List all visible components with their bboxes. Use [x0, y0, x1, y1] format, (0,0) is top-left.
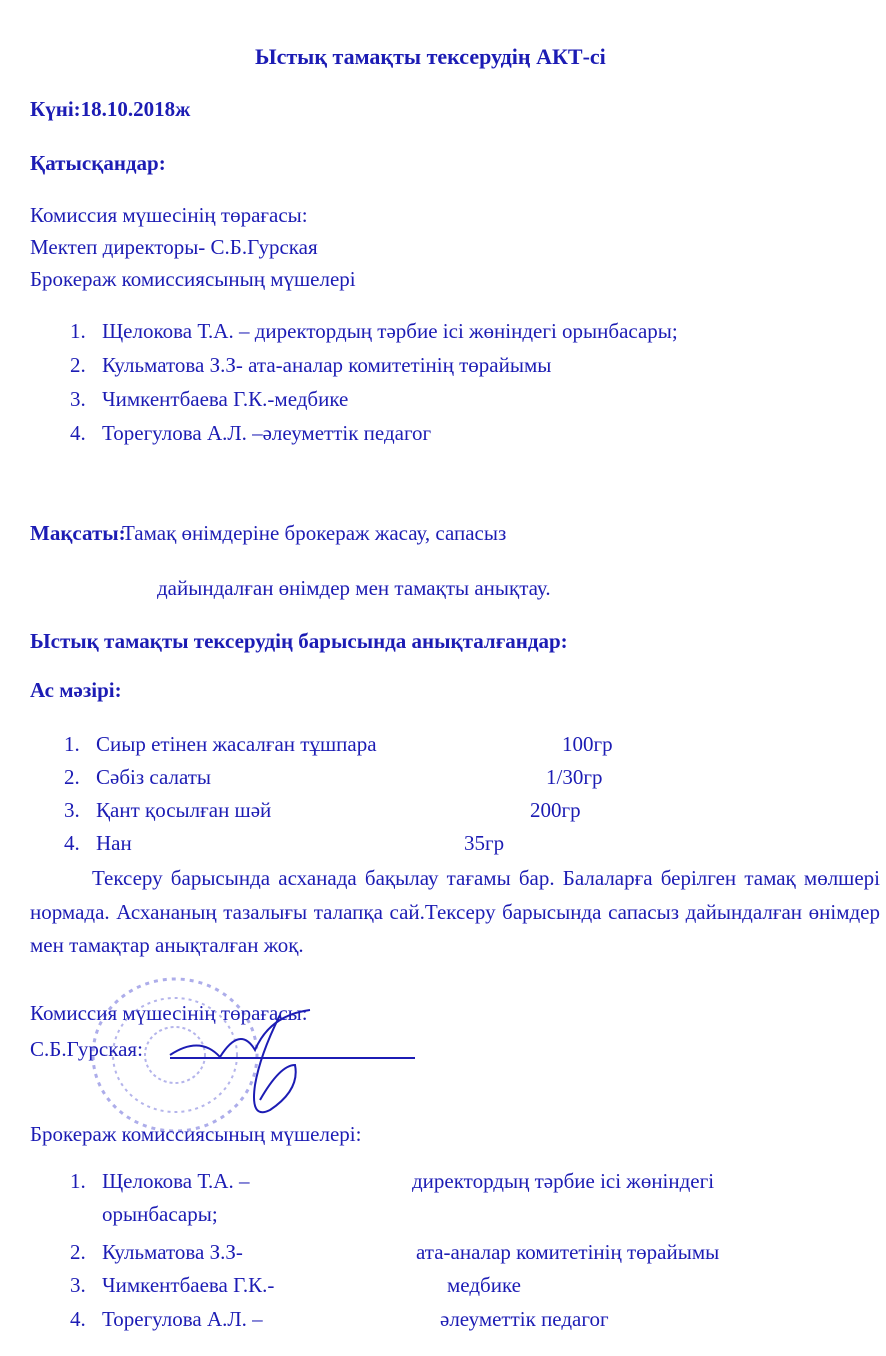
- date: Күні:18.10.2018ж: [30, 97, 191, 121]
- list-item: Кульматова З.З- ата-аналар комитетінің төрайымы: [102, 353, 552, 377]
- sign-chair-name: С.Б.Гурская:: [30, 1037, 143, 1061]
- list-number: 3.: [70, 387, 86, 411]
- purpose-line-1: Тамақ өнімдеріне брокераж жасау, сапасыз: [122, 521, 507, 545]
- list-number: 1.: [70, 319, 86, 343]
- members-label: Брокераж комиссиясының мүшелері: [30, 267, 356, 291]
- conclusion-paragraph: Тексеру барысында асханада бақылау тағамы бар. Балаларға берілген тамақ мөлшері нормада. Асхананың тазалығы талапқа сай.Тексеру барысында сапасыз дайындалған өнімдер мен тамақтар анықталған жоқ.: [30, 866, 880, 957]
- list-number: 3.: [70, 1273, 86, 1297]
- menu-amount: 200гр: [530, 798, 581, 822]
- menu-amount: 100гр: [562, 732, 613, 756]
- list-number: 4.: [64, 831, 80, 855]
- list-item: Торегулова А.Л. –әлеуметтік педагог: [102, 421, 432, 445]
- member-role: әлеуметтік педагог: [440, 1307, 609, 1331]
- menu-item: Сиыр етінен жасалған тұшпара: [96, 732, 377, 756]
- list-number: 2.: [64, 765, 80, 789]
- menu-amount: 35гр: [464, 831, 505, 855]
- chair-label: Комиссия мүшесінің төрағасы:: [30, 203, 308, 227]
- member-name: Торегулова А.Л. –: [102, 1307, 263, 1331]
- findings-heading: Ыстық тамақты тексерудің барысында анықталғандар:: [30, 629, 568, 653]
- list-number: 4.: [70, 421, 86, 445]
- list-number: 2.: [70, 1240, 86, 1264]
- member-role: директордың тәрбие ісі жөніндегі: [412, 1169, 715, 1193]
- list-number: 2.: [70, 353, 86, 377]
- menu-item: Қант қосылған шәй: [96, 798, 272, 822]
- sign-members-label: Брокераж комиссиясының мүшелері:: [30, 1122, 362, 1146]
- participants-heading: Қатысқандар:: [30, 151, 166, 175]
- signature: [160, 995, 330, 1125]
- list-number: 3.: [64, 798, 80, 822]
- document-title: Ыстық тамақты тексерудің АКТ-сі: [255, 44, 606, 69]
- member-role: ата-аналар комитетінің төрайымы: [416, 1240, 720, 1264]
- member-name: Кульматова З.З-: [102, 1240, 243, 1264]
- list-number: 4.: [70, 1307, 86, 1331]
- menu-item: Сәбіз салаты: [96, 765, 212, 789]
- menu-item: Нан: [96, 831, 132, 855]
- list-item: Щелокова Т.А. – директордың тәрбие ісі жөніндегі орынбасары;: [102, 319, 678, 343]
- member-role: медбике: [447, 1273, 521, 1297]
- purpose-line-2: дайындалған өнімдер мен тамақты анықтау.: [157, 576, 551, 600]
- list-item: Чимкентбаева Г.К.-медбике: [102, 387, 349, 411]
- menu-amount: 1/30гр: [546, 765, 603, 789]
- purpose-label: Мақсаты:: [30, 521, 126, 545]
- member-name: Чимкентбаева Г.К.-: [102, 1273, 275, 1297]
- menu-heading: Ас мәзірі:: [30, 678, 122, 702]
- member-role-continued: орынбасары;: [102, 1202, 218, 1226]
- list-number: 1.: [70, 1169, 86, 1193]
- chair-name: Мектеп директоры- С.Б.Гурская: [30, 235, 318, 259]
- member-name: Щелокова Т.А. –: [102, 1169, 250, 1193]
- sign-chair-label: Комиссия мүшесінің төрағасы:: [30, 1001, 308, 1025]
- list-number: 1.: [64, 732, 80, 756]
